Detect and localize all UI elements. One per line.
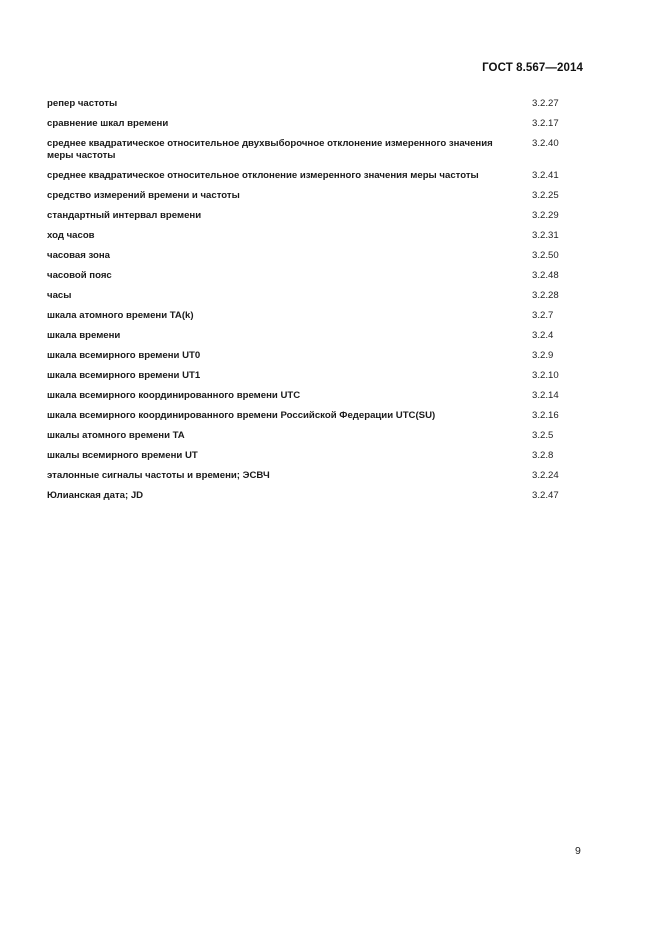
index-ref: 3.2.7	[532, 309, 554, 321]
index-ref: 3.2.24	[532, 469, 559, 481]
index-term: сравнение шкал времени	[47, 118, 169, 129]
index-term: шкала всемирного времени UT1	[47, 369, 201, 381]
index-row	[47, 118, 567, 130]
index-ref: 3.2.10	[532, 369, 559, 381]
index-row	[47, 170, 567, 182]
index-term: Юлианская дата; JD	[47, 489, 144, 501]
index-row	[47, 138, 567, 161]
index-term: часовая зона	[47, 249, 110, 261]
index-row	[47, 98, 567, 110]
index-term: шкала атомного времени TA(k)	[47, 309, 194, 321]
alphabetical-index	[47, 98, 567, 510]
index-row	[47, 410, 567, 422]
index-row	[47, 290, 567, 302]
index-ref: 3.2.5	[532, 429, 554, 441]
index-ref: 3.2.25	[532, 189, 559, 201]
index-ref: 3.2.8	[532, 449, 554, 461]
index-term: стандартный интервал времени	[47, 209, 202, 221]
index-row	[47, 250, 567, 262]
document-code-header: ГОСТ 8.567—2014	[482, 62, 583, 74]
index-row	[47, 330, 567, 342]
index-row	[47, 370, 567, 382]
index-ref: 3.2.28	[532, 289, 559, 301]
index-ref: 3.2.16	[532, 409, 559, 421]
index-term: шкалы атомного времени TA	[47, 429, 185, 441]
index-row	[47, 350, 567, 362]
index-ref: 3.2.31	[532, 229, 559, 241]
index-term: средство измерений времени и частоты	[47, 189, 240, 201]
index-term: среднее квадратическое относительное отклонение измеренного значения меры частоты	[47, 169, 479, 181]
index-term: шкала всемирного координированного времени Российской Федерации UTC(SU)	[47, 409, 436, 421]
index-row	[47, 190, 567, 202]
index-row	[47, 310, 567, 322]
index-term: ход часов	[47, 229, 95, 241]
index-ref: 3.2.17	[532, 118, 559, 129]
index-ref: 3.2.40	[532, 138, 559, 149]
index-ref: 3.2.9	[532, 349, 554, 361]
index-ref: 3.2.41	[532, 169, 559, 181]
index-term: шкала времени	[47, 329, 121, 341]
index-row	[47, 470, 567, 482]
page-number: 9	[575, 845, 581, 857]
index-row	[47, 390, 567, 402]
index-term: часы	[47, 289, 72, 301]
index-ref: 3.2.48	[532, 269, 559, 281]
index-row	[47, 450, 567, 462]
index-ref: 3.2.50	[532, 249, 559, 261]
index-term: часовой пояс	[47, 269, 112, 281]
index-ref: 3.2.14	[532, 389, 559, 401]
index-term: шкала всемирного времени UT0	[47, 349, 201, 361]
index-term: шкалы всемирного времени UT	[47, 449, 198, 461]
index-row	[47, 230, 567, 242]
index-row	[47, 430, 567, 442]
index-row	[47, 490, 567, 502]
index-term: шкала всемирного координированного времени UTC	[47, 389, 301, 401]
index-row	[47, 210, 567, 222]
index-ref: 3.2.47	[532, 489, 559, 501]
index-row	[47, 270, 567, 282]
index-term: эталонные сигналы частоты и времени; ЭСВЧ	[47, 469, 270, 481]
index-term: среднее квадратическое относительное двухвыборочное отклонение измеренного значения меры частоты	[47, 138, 493, 161]
index-ref: 3.2.4	[532, 329, 554, 341]
index-term: репер частоты	[47, 98, 118, 109]
index-ref: 3.2.29	[532, 209, 559, 221]
index-ref: 3.2.27	[532, 98, 559, 109]
